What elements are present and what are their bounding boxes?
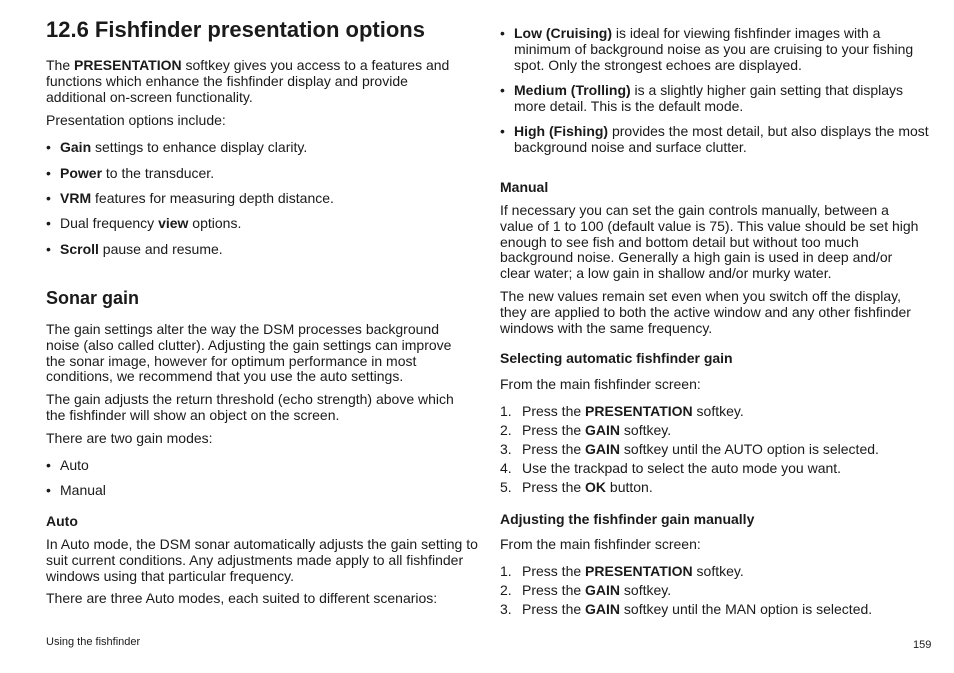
select-auto-step-4: 4. Use the trackpad to select the auto mode you want. [500, 460, 842, 476]
select-auto-intro: From the main fishfinder screen: [500, 376, 701, 392]
manual-paragraph-2: The new values remain set even when you switch off the display, they are applied to both the active window and any other fishfinder windows with the same frequency. [500, 288, 911, 336]
auto-paragraph-1: In Auto mode, the DSM sonar automatically adjusts the gain setting to suit current conditions. Any adjustments made apply to all fishfinder windows using that particular frequency. [46, 536, 478, 584]
select-auto-step-1: 1. Press the PRESENTATION softkey. [500, 403, 744, 419]
adjust-manual-step-2: 2. Press the GAIN softkey. [500, 582, 672, 598]
presentation-options-intro: Presentation options include: [46, 112, 226, 128]
sonar-gain-paragraph-1: The gain settings alter the way the DSM processes background noise (also called clutter). Adjusting the gain settings can improve the sonar image, however for optimum performance in most conditions, we recommend that you use the auto settings. [46, 321, 452, 385]
auto-mode-medium: • Medium (Trolling) is a slightly higher gain setting that displays more detail. This is the default mode. [500, 82, 904, 114]
auto-heading: Auto [46, 513, 78, 529]
select-auto-step-3: 3. Press the GAIN softkey until the AUTO option is selected. [500, 441, 879, 457]
auto-paragraph-2: There are three Auto modes, each suited to different scenarios: [46, 590, 438, 606]
auto-mode-high: • High (Fishing) provides the most detail, but also displays the most background noise and surface clutter. [500, 123, 929, 155]
sonar-gain-paragraph-2: The gain adjusts the return threshold (echo strength) above which the fishfinder will show an object on the screen. [46, 391, 454, 423]
adjust-manual-step-3: 3. Press the GAIN softkey until the MAN option is selected. [500, 601, 873, 617]
manual-heading: Manual [500, 179, 549, 195]
manual-paragraph-1: If necessary you can set the gain controls manually, between a value of 1 to 100 (default value is 75). This value should be set high enough to see fish and bottom detail but without too much background noise. Generally a high gain is used in deep and/or clear water; a low gain in shallow and/or murky water. [500, 202, 919, 282]
select-auto-gain-heading: Selecting automatic fishfinder gain [500, 350, 733, 366]
adjust-manual-step-1: 1. Press the PRESENTATION softkey. [500, 563, 744, 579]
gain-mode-manual: • Manual [46, 482, 106, 498]
option-dual-frequency: • Dual frequency view options. [46, 215, 242, 231]
option-gain: • Gain settings to enhance display clarity. [46, 139, 308, 155]
option-vrm: • VRM features for measuring depth distance. [46, 190, 334, 206]
option-scroll: • Scroll pause and resume. [46, 241, 223, 257]
adjust-manual-gain-heading: Adjusting the fishfinder gain manually [500, 511, 755, 527]
footer-section-name: Using the fishfinder [46, 636, 141, 648]
option-power: • Power to the transducer. [46, 165, 215, 181]
page-title: 12.6 Fishfinder presentation options [46, 17, 425, 42]
sonar-gain-heading: Sonar gain [46, 288, 140, 308]
select-auto-step-5: 5. Press the OK button. [500, 479, 653, 495]
intro-paragraph: The PRESENTATION softkey gives you access to a features and functions which enhance the fishfinder display and provide additional on-screen functionality. [46, 57, 450, 105]
gain-modes-intro: There are two gain modes: [46, 430, 213, 446]
auto-mode-low: • Low (Cruising) is ideal for viewing fishfinder images with a minimum of background noise as you are cruising to your fishing spot. Only the strongest echoes are displayed. [500, 25, 914, 73]
gain-mode-auto: • Auto [46, 457, 89, 473]
select-auto-step-2: 2. Press the GAIN softkey. [500, 422, 672, 438]
page-number: 159 [913, 639, 932, 651]
adjust-manual-intro: From the main fishfinder screen: [500, 536, 701, 552]
